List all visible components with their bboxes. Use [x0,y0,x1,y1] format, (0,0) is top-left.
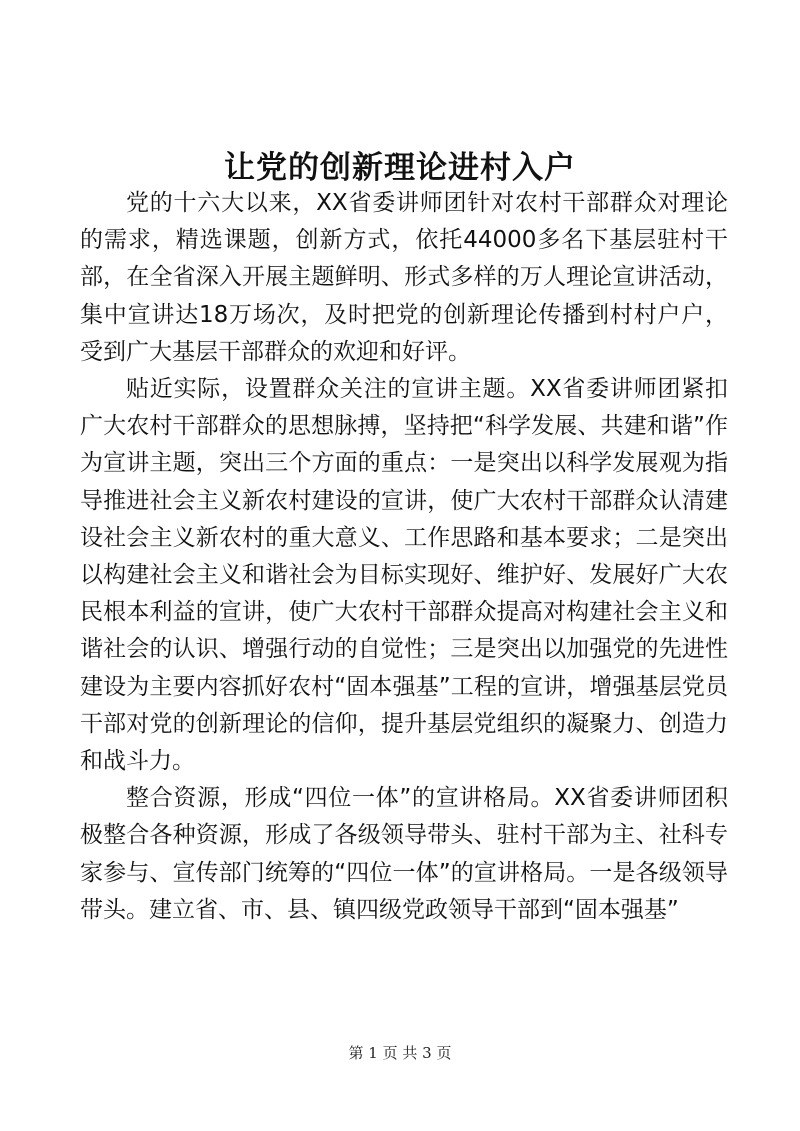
document-title: 让党的创新理论进村入户 [224,150,576,186]
paragraph-3: 整合资源，形成“四位一体”的宣讲格局。XX省委讲师团积极整合各种资源，形成了各级领导带头、驻村干部为主、社科专家参与、宣传部门统筹的“四位一体”的宣讲格局。一是各级领导带头。建立省、市、县、镇四级党政领导干部到“固本强基” [80,785,728,923]
paragraph-1: 党的十六大以来，XX省委讲师团针对农村干部群众对理论的需求，精选课题，创新方式，依托44000多名下基层驻村干部，在全省深入开展主题鲜明、形式多样的万人理论宣讲活动，集中宣讲达18万场次，及时把党的创新理论传播到村村户户，受到广大基层干部群众的欢迎和好评。 [80,190,728,365]
document-body [80,185,728,929]
paragraph-2: 贴近实际，设置群众关注的宣讲主题。XX省委讲师团紧扣广大农村干部群众的思想脉搏，坚持把“科学发展、共建和谐”作为宣讲主题，突出三个方面的重点：一是突出以科学发展观为指导推进社会主义新农村建设的宣讲，使广大农村干部群众认清建设社会主义新农村的重大意义、工作思路和基本要求；二是突出以构建社会主义和谐社会为目标实现好、维护好、发展好广大农民根本利益的宣讲，使广大农村干部群众提高对构建社会主义和谐社会的认识、增强行动的自觉性；三是突出以加强党的先进性建设为主要内容抓好农村“固本强基”工程的宣讲，增强基层党员干部对党的创新理论的信仰，提升基层党组织的凝聚力、创造力和战斗力。 [80,376,728,775]
page-footer: 第 1 页 共 3 页 [348,1044,452,1062]
